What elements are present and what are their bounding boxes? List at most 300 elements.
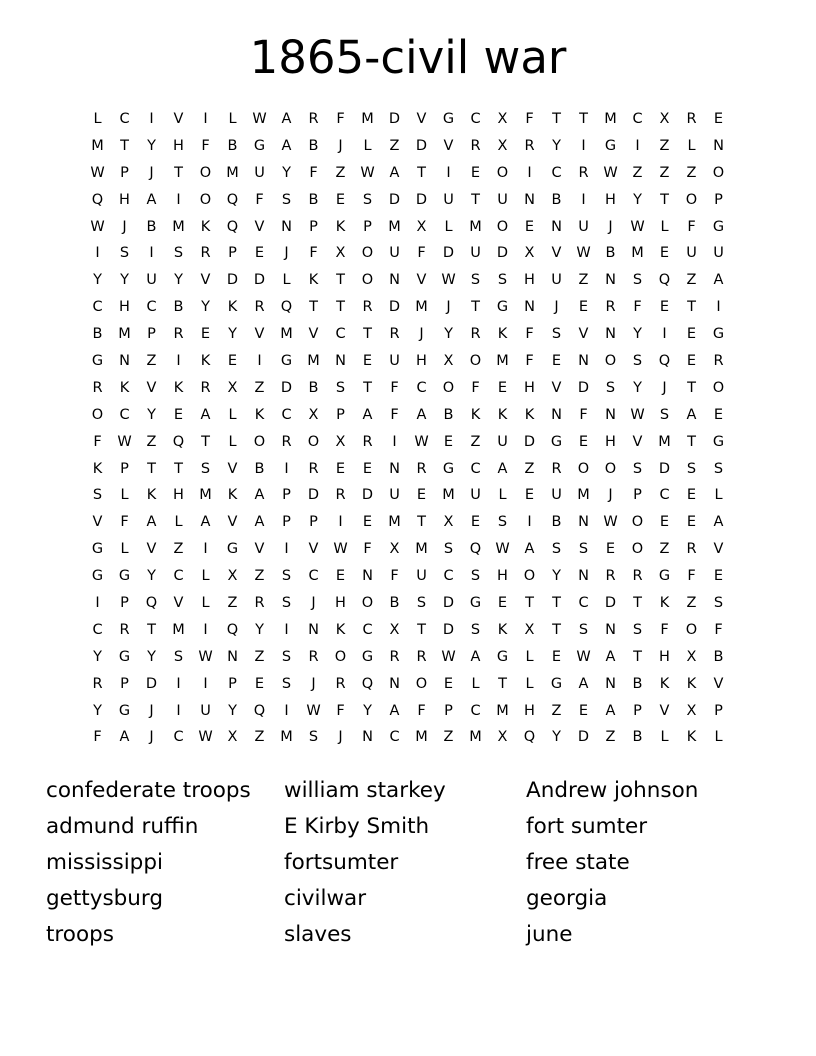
grid-cell[interactable]: U — [578, 218, 589, 235]
grid-cell[interactable]: I — [95, 245, 100, 262]
grid-cell[interactable]: I — [527, 514, 532, 531]
grid-cell[interactable]: R — [578, 164, 589, 181]
grid-cell[interactable]: Q — [361, 675, 374, 692]
grid-cell[interactable]: F — [336, 702, 345, 719]
grid-cell[interactable]: Q — [658, 353, 671, 370]
grid-cell[interactable]: E — [470, 514, 481, 531]
grid-cell[interactable]: D — [577, 379, 590, 396]
grid-cell[interactable]: Q — [226, 191, 239, 208]
grid-cell[interactable]: R — [308, 111, 319, 127]
grid-cell[interactable]: C — [92, 621, 103, 638]
grid-cell[interactable]: F — [417, 245, 426, 262]
grid-cell[interactable]: Y — [363, 702, 372, 719]
grid-cell[interactable]: W — [90, 164, 105, 181]
grid-cell[interactable]: N — [389, 272, 400, 289]
grid-cell[interactable]: N — [389, 675, 400, 692]
grid-cell[interactable]: E — [659, 514, 670, 531]
grid-cell[interactable]: H — [119, 191, 130, 208]
grid-cell[interactable]: I — [203, 621, 208, 638]
grid-cell[interactable]: Y — [552, 729, 561, 746]
grid-cell[interactable]: J — [311, 675, 316, 692]
grid-cell[interactable]: C — [416, 379, 427, 396]
grid-cell[interactable]: M — [442, 487, 455, 504]
grid-cell[interactable]: C — [632, 111, 643, 127]
grid-cell[interactable]: E — [551, 353, 562, 370]
grid-cell[interactable]: C — [470, 702, 481, 719]
grid-cell[interactable]: Z — [659, 137, 670, 154]
grid-cell[interactable]: F — [633, 299, 642, 316]
grid-cell[interactable]: O — [523, 568, 536, 585]
grid-cell[interactable]: G — [280, 353, 293, 370]
grid-cell[interactable]: I — [581, 137, 586, 154]
grid-cell[interactable]: O — [199, 164, 212, 181]
grid-cell[interactable]: C — [281, 406, 292, 423]
grid-cell[interactable]: R — [713, 353, 724, 370]
grid-cell[interactable]: W — [198, 648, 213, 665]
grid-cell[interactable]: L — [201, 595, 210, 612]
grid-cell[interactable]: R — [470, 137, 481, 154]
grid-cell[interactable]: T — [687, 379, 696, 396]
grid-cell[interactable]: O — [91, 406, 104, 423]
grid-cell[interactable]: S — [416, 595, 427, 612]
grid-cell[interactable]: I — [176, 675, 181, 692]
grid-cell[interactable]: E — [713, 568, 724, 585]
grid-cell[interactable]: D — [253, 272, 266, 289]
grid-cell[interactable]: S — [92, 487, 103, 504]
grid-cell[interactable]: F — [255, 191, 264, 208]
grid-cell[interactable]: H — [497, 568, 508, 585]
grid-cell[interactable]: U — [416, 568, 427, 585]
grid-cell[interactable]: L — [714, 729, 723, 746]
grid-cell[interactable]: Z — [524, 460, 535, 477]
grid-cell[interactable]: K — [227, 487, 238, 504]
grid-cell[interactable]: Y — [93, 272, 102, 289]
grid-cell[interactable]: Q — [280, 299, 293, 316]
grid-cell[interactable]: R — [416, 460, 427, 477]
grid-cell[interactable]: D — [361, 487, 374, 504]
grid-cell[interactable]: V — [659, 702, 670, 719]
grid-cell[interactable]: E — [335, 191, 346, 208]
grid-cell[interactable]: P — [714, 702, 723, 719]
grid-cell[interactable]: D — [442, 245, 455, 262]
grid-cell[interactable]: X — [686, 702, 697, 719]
grid-cell[interactable]: C — [470, 111, 481, 127]
grid-cell[interactable]: R — [335, 487, 346, 504]
grid-cell[interactable]: F — [525, 326, 534, 343]
grid-cell[interactable]: K — [227, 299, 238, 316]
grid-cell[interactable]: Y — [228, 326, 237, 343]
grid-cell[interactable]: H — [173, 487, 184, 504]
grid-cell[interactable]: E — [524, 218, 535, 235]
grid-cell[interactable]: K — [200, 353, 211, 370]
grid-cell[interactable]: S — [659, 406, 670, 423]
grid-cell[interactable]: Y — [174, 272, 183, 289]
grid-cell[interactable]: I — [203, 111, 208, 127]
grid-cell[interactable]: T — [120, 137, 129, 154]
grid-cell[interactable]: N — [335, 353, 346, 370]
grid-cell[interactable]: N — [524, 299, 535, 316]
grid-cell[interactable]: U — [389, 353, 400, 370]
grid-cell[interactable]: Z — [686, 595, 697, 612]
grid-cell[interactable]: E — [416, 487, 427, 504]
grid-cell[interactable]: A — [362, 406, 373, 423]
grid-cell[interactable]: J — [608, 218, 613, 235]
grid-cell[interactable]: P — [120, 164, 129, 181]
grid-cell[interactable]: E — [335, 460, 346, 477]
grid-cell[interactable]: O — [604, 353, 617, 370]
grid-cell[interactable]: W — [414, 433, 429, 450]
grid-cell[interactable]: X — [227, 379, 238, 396]
grid-cell[interactable]: V — [227, 514, 238, 531]
grid-cell[interactable]: X — [443, 514, 454, 531]
grid-cell[interactable]: Q — [91, 191, 104, 208]
grid-cell[interactable]: K — [686, 675, 697, 692]
grid-cell[interactable]: E — [551, 648, 562, 665]
grid-cell[interactable]: Z — [389, 137, 400, 154]
grid-cell[interactable]: Z — [254, 648, 265, 665]
grid-cell[interactable]: K — [470, 406, 481, 423]
grid-cell[interactable]: J — [446, 299, 451, 316]
grid-cell[interactable]: V — [416, 111, 427, 127]
grid-cell[interactable]: E — [173, 406, 184, 423]
grid-cell[interactable]: Z — [443, 729, 454, 746]
grid-cell[interactable]: H — [416, 353, 427, 370]
grid-cell[interactable]: E — [470, 164, 481, 181]
grid-cell[interactable]: D — [442, 595, 455, 612]
grid-cell[interactable]: B — [632, 675, 643, 692]
grid-cell[interactable]: J — [338, 729, 343, 746]
grid-cell[interactable]: H — [335, 595, 346, 612]
grid-cell[interactable]: P — [633, 702, 642, 719]
grid-cell[interactable]: X — [335, 433, 346, 450]
grid-cell[interactable]: C — [389, 729, 400, 746]
grid-cell[interactable]: Z — [686, 272, 697, 289]
grid-cell[interactable]: R — [524, 137, 535, 154]
grid-cell[interactable]: P — [282, 514, 291, 531]
grid-cell[interactable]: S — [281, 191, 292, 208]
grid-cell[interactable]: T — [309, 299, 318, 316]
grid-cell[interactable]: V — [443, 137, 454, 154]
grid-cell[interactable]: V — [308, 541, 319, 558]
grid-cell[interactable]: Z — [254, 379, 265, 396]
grid-cell[interactable]: E — [713, 111, 724, 127]
grid-cell[interactable]: H — [119, 299, 130, 316]
word-list-item[interactable]: mississippi — [46, 850, 163, 876]
grid-cell[interactable]: Q — [226, 218, 239, 235]
grid-cell[interactable]: X — [308, 406, 319, 423]
grid-cell[interactable]: C — [443, 568, 454, 585]
grid-cell[interactable]: S — [497, 514, 508, 531]
grid-cell[interactable]: D — [145, 675, 158, 692]
grid-cell[interactable]: S — [632, 621, 643, 638]
grid-cell[interactable]: Y — [552, 137, 561, 154]
grid-cell[interactable]: K — [92, 460, 103, 477]
grid-cell[interactable]: H — [605, 191, 616, 208]
grid-cell[interactable]: S — [173, 648, 184, 665]
grid-cell[interactable]: F — [687, 568, 696, 585]
grid-cell[interactable]: E — [443, 675, 454, 692]
grid-cell[interactable]: A — [119, 729, 130, 746]
grid-cell[interactable]: S — [470, 621, 481, 638]
grid-cell[interactable]: B — [605, 245, 616, 262]
grid-cell[interactable]: V — [254, 541, 265, 558]
grid-cell[interactable]: I — [662, 326, 667, 343]
grid-cell[interactable]: R — [254, 299, 265, 316]
word-list-item[interactable]: june — [526, 922, 573, 948]
grid-cell[interactable]: H — [605, 433, 616, 450]
grid-cell[interactable]: N — [308, 621, 319, 638]
grid-cell[interactable]: F — [471, 379, 480, 396]
grid-cell[interactable]: T — [147, 460, 156, 477]
grid-cell[interactable]: X — [524, 245, 535, 262]
grid-cell[interactable]: V — [173, 595, 184, 612]
grid-cell[interactable]: T — [417, 514, 426, 531]
grid-cell[interactable]: P — [714, 191, 723, 208]
grid-cell[interactable]: G — [91, 568, 104, 585]
grid-cell[interactable]: N — [605, 326, 616, 343]
grid-cell[interactable]: I — [149, 111, 154, 127]
grid-cell[interactable]: E — [659, 299, 670, 316]
grid-cell[interactable]: Y — [147, 406, 156, 423]
grid-cell[interactable]: F — [309, 245, 318, 262]
grid-cell[interactable]: C — [119, 111, 130, 127]
grid-cell[interactable]: A — [416, 406, 427, 423]
grid-cell[interactable]: S — [200, 460, 211, 477]
grid-cell[interactable]: I — [527, 164, 532, 181]
grid-cell[interactable]: I — [284, 541, 289, 558]
grid-cell[interactable]: F — [714, 621, 723, 638]
grid-cell[interactable]: O — [631, 514, 644, 531]
grid-cell[interactable]: R — [470, 326, 481, 343]
grid-cell[interactable]: O — [253, 433, 266, 450]
grid-cell[interactable]: G — [712, 218, 725, 235]
grid-cell[interactable]: O — [685, 621, 698, 638]
grid-cell[interactable]: K — [497, 621, 508, 638]
grid-cell[interactable]: W — [360, 164, 375, 181]
grid-cell[interactable]: W — [603, 514, 618, 531]
grid-cell[interactable]: I — [203, 541, 208, 558]
grid-cell[interactable]: O — [361, 272, 374, 289]
grid-cell[interactable]: F — [390, 568, 399, 585]
grid-cell[interactable]: W — [495, 541, 510, 558]
grid-cell[interactable]: I — [176, 702, 181, 719]
grid-cell[interactable]: F — [336, 111, 345, 127]
grid-cell[interactable]: I — [95, 595, 100, 612]
grid-cell[interactable]: H — [524, 379, 535, 396]
grid-cell[interactable]: N — [389, 460, 400, 477]
grid-cell[interactable]: T — [336, 272, 345, 289]
grid-cell[interactable]: E — [659, 245, 670, 262]
grid-cell[interactable]: L — [228, 111, 237, 127]
grid-cell[interactable]: N — [362, 729, 373, 746]
grid-cell[interactable]: D — [388, 111, 401, 127]
grid-cell[interactable]: Y — [552, 568, 561, 585]
grid-cell[interactable]: B — [308, 137, 319, 154]
grid-cell[interactable]: T — [147, 621, 156, 638]
grid-cell[interactable]: U — [146, 272, 157, 289]
grid-cell[interactable]: S — [632, 460, 643, 477]
grid-cell[interactable]: X — [659, 111, 670, 127]
grid-cell[interactable]: X — [416, 218, 427, 235]
grid-cell[interactable]: W — [252, 111, 267, 127]
grid-cell[interactable]: R — [389, 326, 400, 343]
grid-cell[interactable]: S — [551, 326, 562, 343]
grid-cell[interactable]: F — [525, 353, 534, 370]
grid-cell[interactable]: R — [686, 111, 697, 127]
grid-cell[interactable]: X — [497, 729, 508, 746]
grid-cell[interactable]: W — [576, 245, 591, 262]
grid-cell[interactable]: G — [361, 648, 374, 665]
grid-cell[interactable]: N — [551, 406, 562, 423]
grid-cell[interactable]: W — [333, 541, 348, 558]
grid-cell[interactable]: G — [442, 460, 455, 477]
grid-cell[interactable]: V — [146, 379, 157, 396]
grid-cell[interactable]: S — [686, 460, 697, 477]
grid-cell[interactable]: Z — [659, 541, 670, 558]
grid-cell[interactable]: L — [471, 675, 480, 692]
grid-cell[interactable]: W — [306, 702, 321, 719]
grid-cell[interactable]: A — [254, 514, 265, 531]
grid-cell[interactable]: J — [419, 326, 424, 343]
word-list-item[interactable]: georgia — [526, 886, 608, 912]
grid-cell[interactable]: A — [470, 648, 481, 665]
grid-cell[interactable]: J — [149, 729, 154, 746]
grid-cell[interactable]: O — [577, 460, 590, 477]
grid-cell[interactable]: C — [308, 568, 319, 585]
grid-cell[interactable]: S — [470, 568, 481, 585]
grid-cell[interactable]: W — [198, 729, 213, 746]
grid-cell[interactable]: A — [146, 514, 157, 531]
grid-cell[interactable]: Q — [523, 729, 536, 746]
grid-cell[interactable]: F — [660, 621, 669, 638]
grid-cell[interactable]: R — [200, 379, 211, 396]
grid-cell[interactable]: B — [308, 191, 319, 208]
grid-cell[interactable]: K — [200, 218, 211, 235]
grid-cell[interactable]: V — [254, 326, 265, 343]
grid-cell[interactable]: R — [632, 568, 643, 585]
grid-cell[interactable]: G — [118, 702, 131, 719]
word-list-item[interactable]: fortsumter — [284, 850, 399, 876]
grid-cell[interactable]: U — [389, 245, 400, 262]
grid-cell[interactable]: O — [199, 191, 212, 208]
grid-cell[interactable]: T — [552, 595, 561, 612]
grid-cell[interactable]: P — [228, 245, 237, 262]
grid-cell[interactable]: Z — [173, 541, 184, 558]
grid-cell[interactable]: O — [712, 164, 725, 181]
grid-cell[interactable]: A — [713, 514, 724, 531]
grid-cell[interactable]: Z — [470, 433, 481, 450]
grid-cell[interactable]: C — [173, 729, 184, 746]
grid-cell[interactable]: N — [605, 621, 616, 638]
grid-cell[interactable]: O — [604, 460, 617, 477]
grid-cell[interactable]: S — [308, 729, 319, 746]
grid-cell[interactable]: R — [362, 299, 373, 316]
grid-cell[interactable]: W — [90, 218, 105, 235]
grid-cell[interactable]: Z — [335, 164, 346, 181]
grid-cell[interactable]: V — [227, 460, 238, 477]
grid-cell[interactable]: N — [227, 648, 238, 665]
grid-cell[interactable]: G — [226, 541, 239, 558]
grid-cell[interactable]: T — [579, 111, 588, 127]
grid-cell[interactable]: A — [686, 406, 697, 423]
grid-cell[interactable]: G — [91, 541, 104, 558]
grid-cell[interactable]: M — [469, 218, 482, 235]
grid-cell[interactable]: S — [281, 648, 292, 665]
grid-cell[interactable]: Q — [658, 272, 671, 289]
word-list-item[interactable]: admund ruffin — [46, 814, 199, 840]
grid-cell[interactable]: U — [200, 702, 211, 719]
grid-cell[interactable]: D — [496, 245, 509, 262]
grid-cell[interactable]: K — [659, 595, 670, 612]
grid-cell[interactable]: Q — [172, 433, 185, 450]
grid-cell[interactable]: T — [363, 379, 372, 396]
grid-cell[interactable]: S — [362, 191, 373, 208]
grid-cell[interactable]: N — [713, 137, 724, 154]
grid-cell[interactable]: N — [578, 514, 589, 531]
grid-cell[interactable]: G — [550, 433, 563, 450]
grid-cell[interactable]: M — [658, 433, 671, 450]
grid-cell[interactable]: D — [388, 191, 401, 208]
grid-cell[interactable]: C — [335, 326, 346, 343]
word-list-item[interactable]: free state — [526, 850, 630, 876]
grid-cell[interactable]: G — [91, 353, 104, 370]
grid-cell[interactable]: D — [442, 621, 455, 638]
grid-cell[interactable]: C — [578, 595, 589, 612]
grid-cell[interactable]: R — [416, 648, 427, 665]
grid-cell[interactable]: Z — [227, 595, 238, 612]
grid-cell[interactable]: T — [471, 299, 480, 316]
grid-cell[interactable]: E — [713, 406, 724, 423]
grid-cell[interactable]: E — [605, 541, 616, 558]
grid-cell[interactable]: D — [280, 379, 293, 396]
grid-cell[interactable]: A — [524, 541, 535, 558]
grid-cell[interactable]: E — [686, 353, 697, 370]
grid-cell[interactable]: S — [335, 379, 346, 396]
grid-cell[interactable]: R — [308, 648, 319, 665]
grid-cell[interactable]: D — [658, 460, 671, 477]
grid-cell[interactable]: I — [635, 137, 640, 154]
grid-cell[interactable]: K — [146, 487, 157, 504]
grid-cell[interactable]: S — [578, 541, 589, 558]
grid-cell[interactable]: F — [525, 111, 534, 127]
grid-cell[interactable]: V — [713, 675, 724, 692]
grid-cell[interactable]: X — [524, 621, 535, 638]
grid-cell[interactable]: E — [443, 433, 454, 450]
grid-cell[interactable]: K — [497, 406, 508, 423]
grid-cell[interactable]: K — [254, 406, 265, 423]
grid-cell[interactable]: N — [605, 272, 616, 289]
grid-cell[interactable]: X — [389, 541, 400, 558]
grid-cell[interactable]: Z — [254, 568, 265, 585]
grid-cell[interactable]: B — [443, 406, 454, 423]
grid-cell[interactable]: T — [552, 621, 561, 638]
grid-cell[interactable]: G — [712, 433, 725, 450]
grid-cell[interactable]: C — [92, 299, 103, 316]
grid-cell[interactable]: B — [173, 299, 184, 316]
grid-cell[interactable]: X — [335, 245, 346, 262]
grid-cell[interactable]: J — [311, 595, 316, 612]
grid-cell[interactable]: S — [281, 675, 292, 692]
grid-cell[interactable]: R — [119, 621, 130, 638]
grid-cell[interactable]: H — [173, 137, 184, 154]
grid-cell[interactable]: M — [496, 702, 509, 719]
grid-cell[interactable]: W — [441, 272, 456, 289]
grid-cell[interactable]: D — [226, 272, 239, 289]
grid-cell[interactable]: B — [308, 379, 319, 396]
grid-cell[interactable]: D — [415, 137, 428, 154]
grid-cell[interactable]: D — [523, 433, 536, 450]
grid-cell[interactable]: C — [146, 299, 157, 316]
